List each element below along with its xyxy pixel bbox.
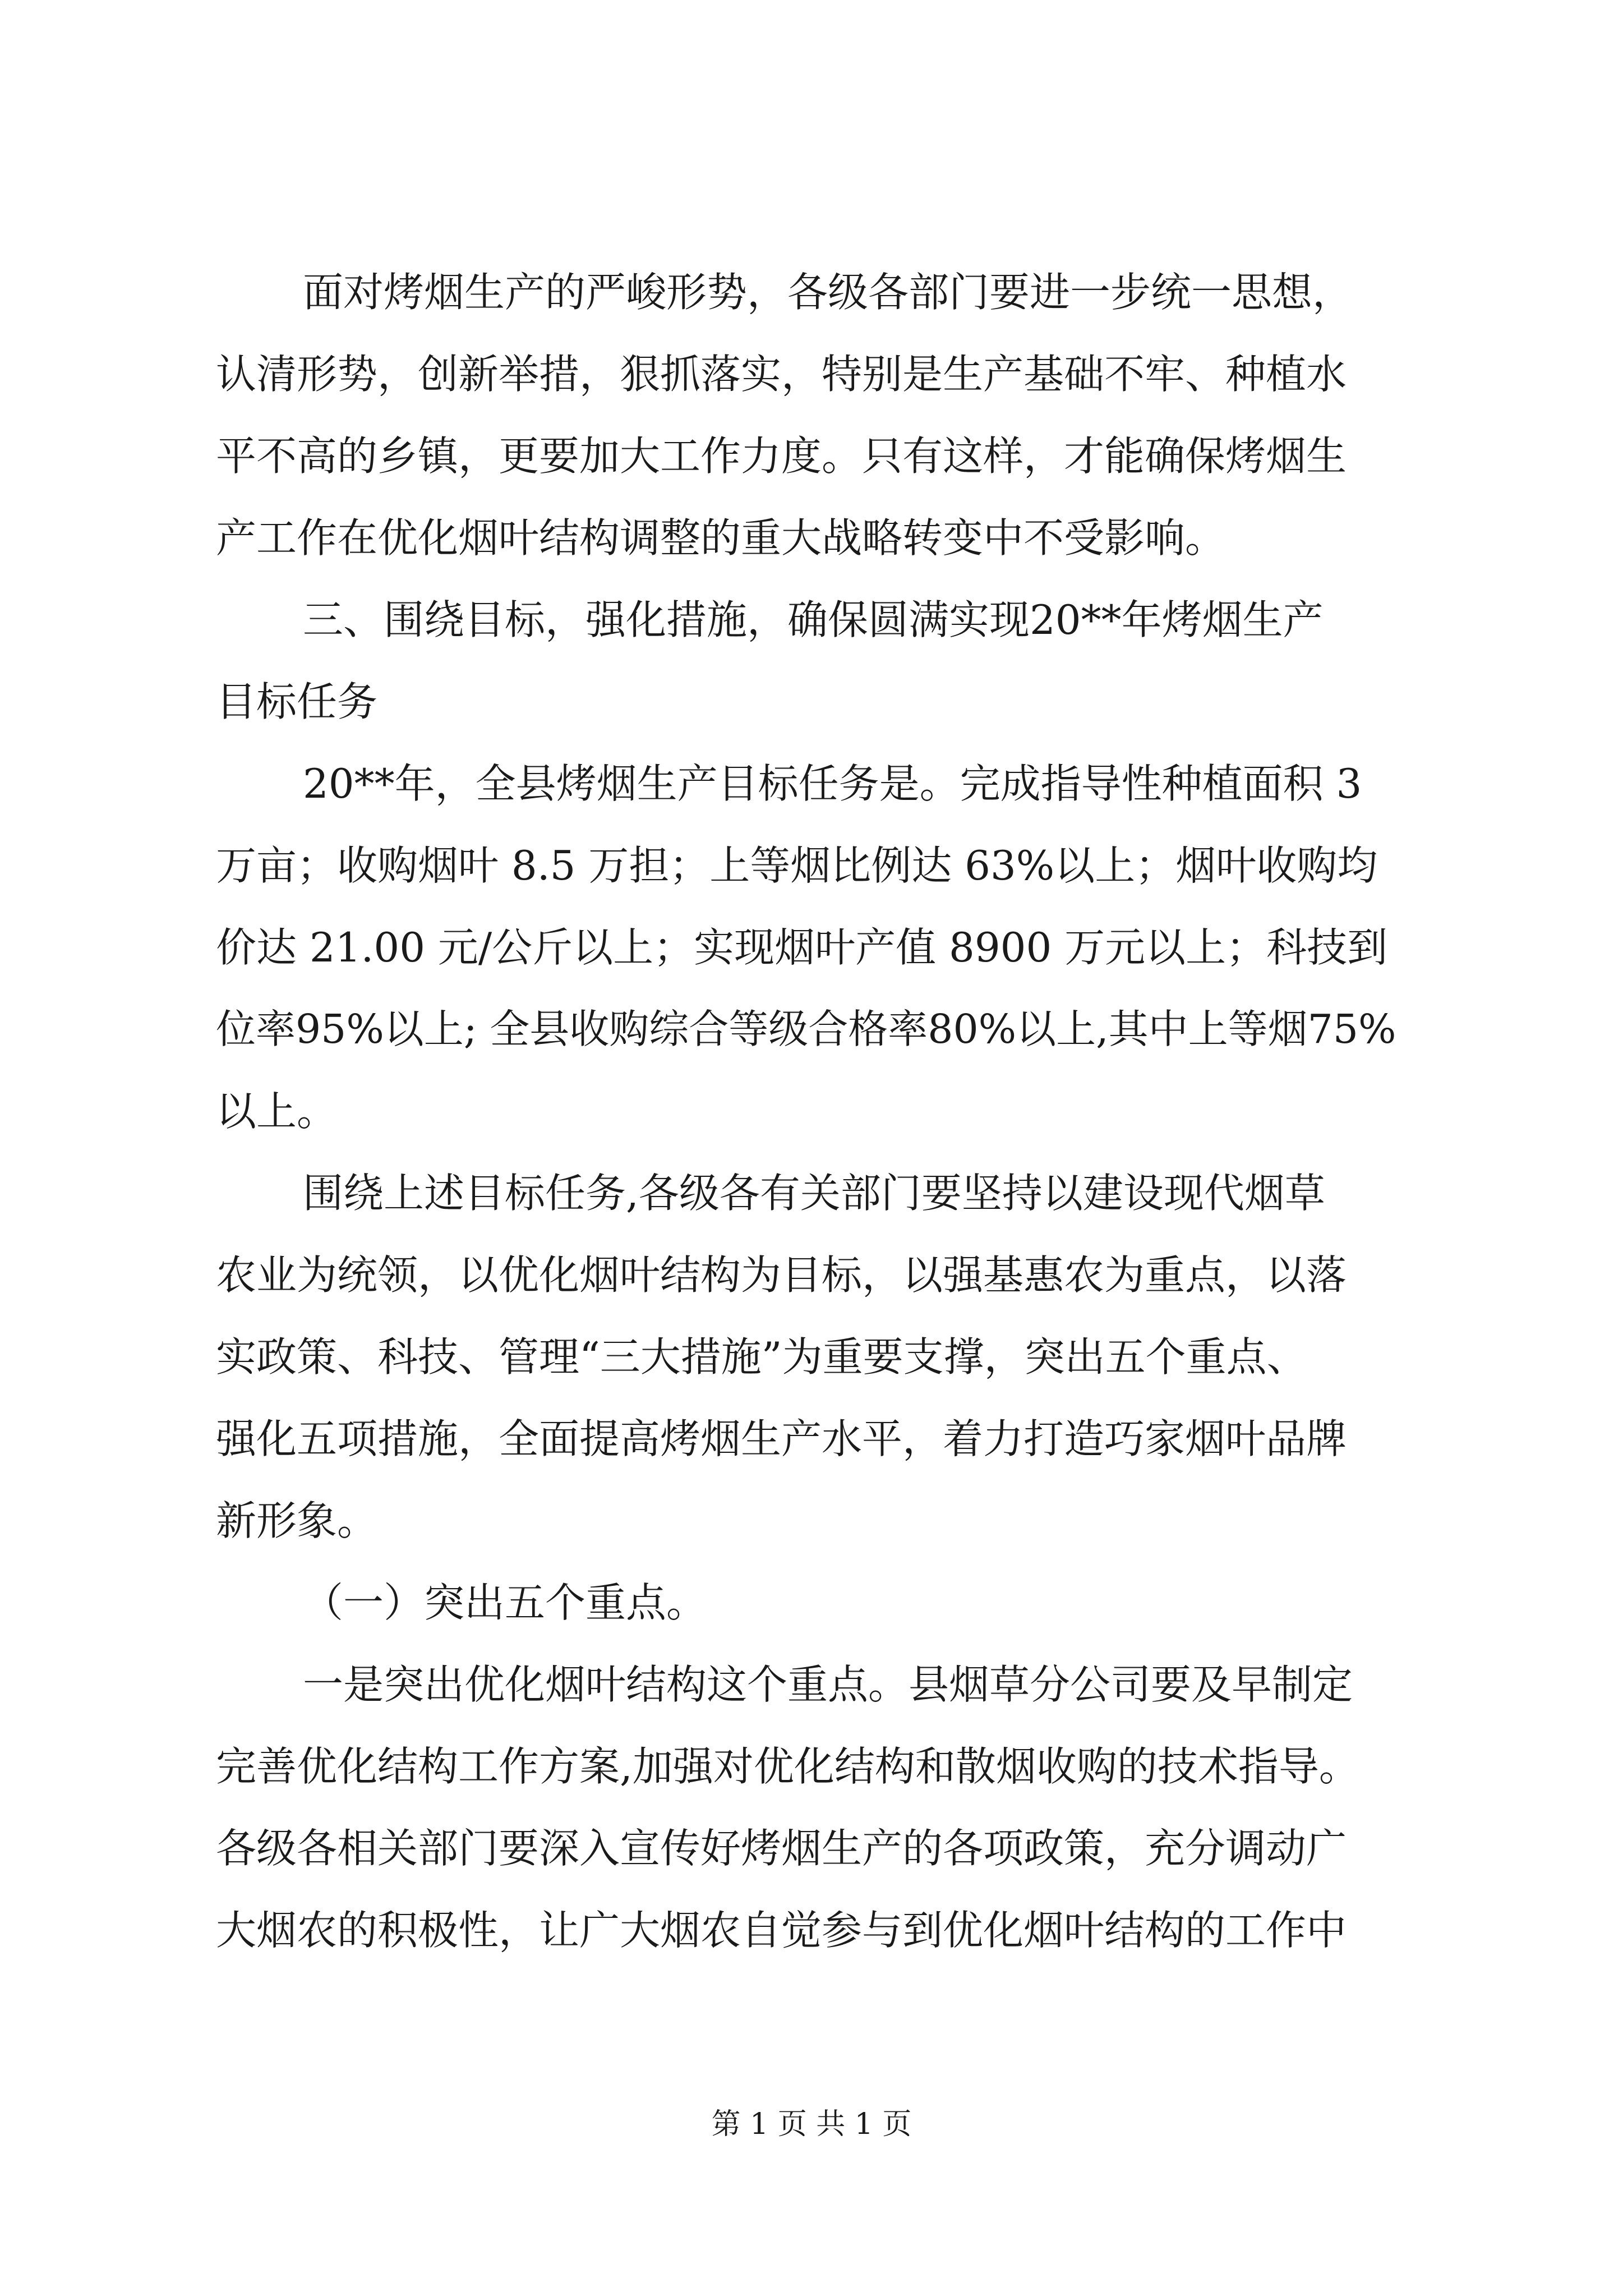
paragraph-line: 新形象。 — [216, 1497, 378, 1544]
paragraph-line: 产工作在优化烟叶结构调整的重大战略转变中不受影响。 — [216, 514, 1226, 562]
page-number-label: 第 1 页 共 1 页 — [711, 2108, 912, 2141]
paragraph-line: 以上。 — [216, 1088, 338, 1135]
paragraph-line: 认清形势，创新举措，狠抓落实，特别是生产基础不牢、种植水 — [216, 351, 1347, 398]
paragraph-line: 位率95%以上; 全县收购综合等级合格率80%以上,其中上等烟75% — [216, 1006, 1396, 1052]
paragraph-line: 完善优化结构工作方案,加强对优化结构和散烟收购的技术指导。 — [216, 1743, 1359, 1790]
paragraph-line: 实政策、科技、管理“三大措施”为重要支撑，突出五个重点、 — [216, 1333, 1307, 1381]
subsection-heading-line: （一）突出五个重点。 — [303, 1579, 707, 1626]
paragraph-line: 强化五项措施，全面提高烤烟生产水平，着力打造巧家烟叶品牌 — [216, 1415, 1347, 1462]
paragraph-line: 平不高的乡镇，更要加大工作力度。只有这样，才能确保烤烟生 — [216, 432, 1347, 480]
section-heading-line: 三、围绕目标，强化措施，确保圆满实现20**年烤烟生产 — [303, 596, 1324, 643]
paragraph-line: 一是突出优化烟叶结构这个重点。县烟草分公司要及早制定 — [303, 1661, 1353, 1708]
paragraph-line: 大烟农的积极性，让广大烟农自觉参与到优化烟叶结构的工作中 — [216, 1907, 1347, 1954]
paragraph-line: 价达 21.00 元/公斤以上；实现烟叶产值 8900 万元以上；科技到 — [216, 924, 1388, 971]
section-heading-line: 目标任务 — [216, 678, 378, 725]
page-footer — [0, 2105, 1623, 2144]
paragraph-line: 围绕上述目标任务,各级各有关部门要坚持以建设现代烟草 — [303, 1170, 1325, 1217]
paragraph-line: 面对烤烟生产的严峻形势，各级各部门要进一步统一思想， — [303, 269, 1353, 316]
paragraph-line: 20**年，全县烤烟生产目标任务是。完成指导性种植面积 3 — [303, 760, 1362, 807]
paragraph-line: 万亩；收购烟叶 8.5 万担；上等烟比例达 63%以上；烟叶收购均 — [216, 842, 1378, 889]
paragraph-line: 各级各相关部门要深入宣传好烤烟生产的各项政策，充分调动广 — [216, 1825, 1347, 1872]
paragraph-line: 农业为统领，以优化烟叶结构为目标，以强基惠农为重点，以落 — [216, 1251, 1347, 1299]
